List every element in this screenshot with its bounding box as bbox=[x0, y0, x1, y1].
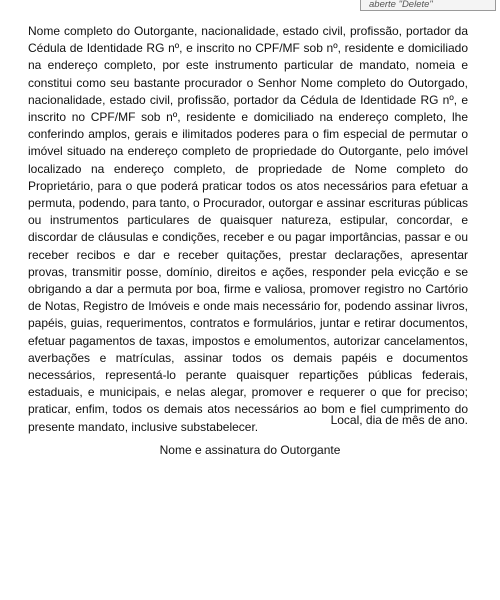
delete-hint-label: aberte "Delete" bbox=[360, 0, 496, 11]
signature-line: Nome e assinatura do Outorgante bbox=[159, 443, 341, 457]
place-date-line: Local, dia de mês de ano. bbox=[330, 413, 468, 427]
power-of-attorney-body: Nome completo do Outorgante, nacionalidade, estado civil, profissão, portador da Cédula de Identidade RG nº, e inscrito no CPF/MF sob nº, residente e domiciliado na endereço completo, por este instrumento particular de mandato, nomeia e constitui como seu bastante procurador o Senhor Nome completo do Outorgado, nacionalidade, estado civil, profissão, portador da Cédula de Identidade RG nº, e inscrito no CPF/MF sob nº, residente e domiciliado na endereço completo, lhe conferindo amplos, gerais e ilimitados poderes para o fim especial de permutar o imóvel situado na endereço completo de propriedade do Outorgante, pelo imóvel localizado na endereço completo, de propriedade de Nome completo do Proprietário, para o que poderá praticar todos os atos necessários para efetuar a permuta, podendo, para tanto, o Procurador, outorgar e assinar escrituras públicas ou instrumentos particulares de quaisquer natureza, estipular, concordar, e discordar de cláusulas e condições, receber e ou pagar importâncias, passar e ou receber recibos e dar e receber quitações, prestar declarações, apresentar provas, transmitir posse, domínio, direitos e ações, responder pela evicção e se obrigando a dar a permuta por boa, firme e valiosa, promover registro no Cartório de Notas, Registro de Imóveis e onde mais necessário for, podendo assinar livros, papéis, guias, requerimentos, contratos e formulários, juntar e retirar documentos, efetuar pagamentos de taxas, impostos e emolumentos, autorizar cancelamentos, averbações e matrículas, assinar todos os demais papéis e documentos necessários, representá-lo perante quaisquer repartições públicas federais, estaduais, e municipais, e nelas alegar, promover e requerer o que for preciso; praticar, enfim, todos os demais atos necessários ao bom e fiel cumprimento do presente mandato, inclusive substabelecer. bbox=[28, 24, 468, 434]
